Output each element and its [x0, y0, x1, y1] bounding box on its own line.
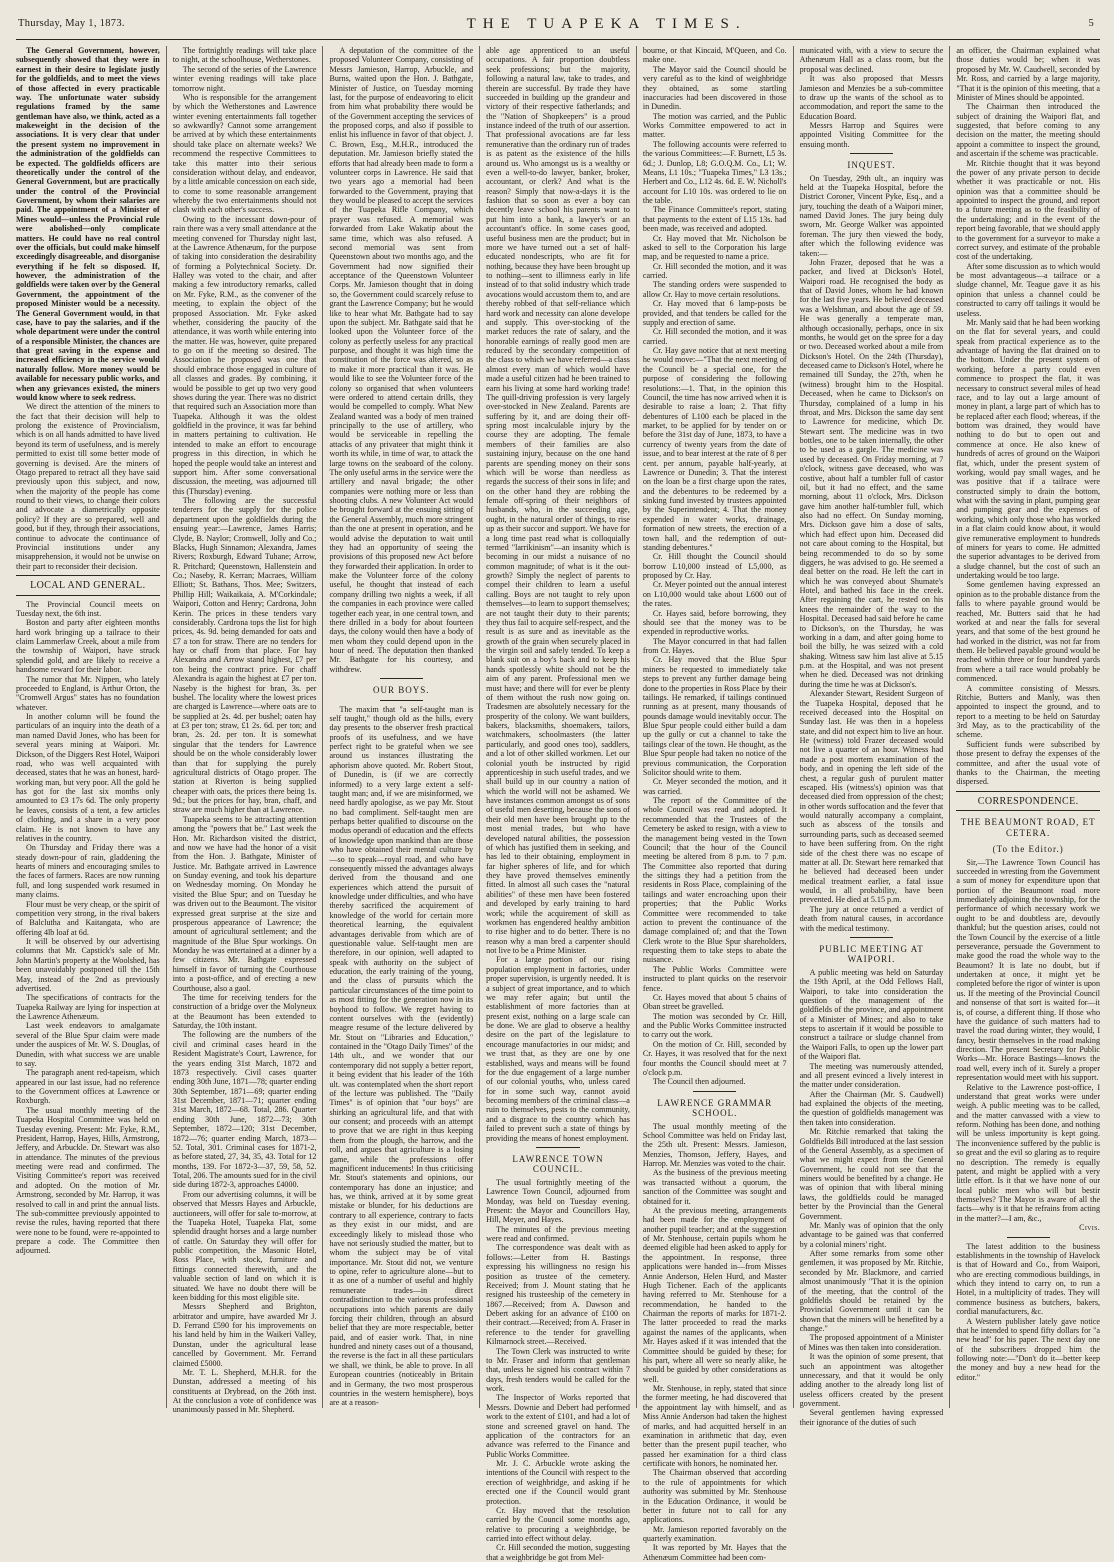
school-paragraph: It was also proposed that Messrs Jamieson and Menzies be a sub-committee to draw up the wants of the school as to accommodation, and report the same to the Education Board.: [799, 74, 944, 121]
section-heading-town-council: LAWRENCE TOWN COUNCIL.: [512, 1153, 604, 1175]
article-paragraph: The maxim that "a self-taught man is self taught," though old as the hills, every day presents to the observer fresh practical proofs of its usefulness, and we have perfect right to be grateful when we see around us instances illustrating the aphorism above quoted. Mr. Robert Stout, of Dunedin, is (if we are correctly informed) to a very large extent a self-taught man; and, if we are misinformed, we need hardly apologise, as we pay Mr. Stout no bad compliment. Self-taught men are perhaps better qualified to discourse on the modus operandi of education and the effects of knowledge upon mankind than are those who have obtained their mental culture by—so to speak—royal road, and who have consequently missed the advantages always derived from the thousand and one experiences which attend the pursuit of knowledge under difficulties, and who have thereby sacrificed the acquirement of knowledge of the world for certain more theoretical learning, the equivalent advantages derivable from which are of questionable value. Self-taught men are therefore, in our opinion, well adapted to speak with authority on the subject of education, the early training of the young, and the class of pursuits which the particular circumstances of the time point to as most fitting for the generation now in its boyhood to follow. We regret having to content ourselves with the (evidently) meagre resume of the lecture delivered by Mr. Stout on "Libraries and Education," contained in the "Otago Daily Times" of the 14th ult., and we wonder that our contemporary did not supply a better report, it being evident that his leader of the 16th ult. was contemplated when the short report of the lecture was published. The "Daily Times" is of opinion that "our boys" are shirking an agricultural life, and that with our consent; and proceeds with an attempt to prove that we are right in thus keeping them from the plough, the harrow, and the roll, and argues that agriculture is a losing game, while the professions offer magnificent inducements! In thus criticising Mr. Stout's statements and opinions, our contemporary has done an injustice; and has, we think, arrived at it by some great mistake or blunder, for his deductions are contrary to all experience, contrary to facts as they exist in our midst, and are exceedingly likely to mislead those who have not seriously studied the matter, but to whom the subject may be of vital importance. Mr. Stout did not, we venture to opine, refer to agriculture alone—but to it as one of a number of useful and highly remunerate trades—in direct contradistinction to the various professional occupations into which parents are daily forcing their children, through an absurd belief that they are more respectable, better paid, and of easier work. That, in nine hundred and ninety cases out of a thousand, the reverse is the fact in all these particulars we shall, we think, be able to prove. In all European countries (noticeably in Britain and in Germany, the two most prosperous countries in the western hemisphere), boys are at a reason-: [329, 704, 474, 1408]
meeting-paragraph: A public meeting was held on Saturday the 19th April, at the Odd Fellows Hall, Waipori, to take into consideration the question of the management of the goldfields of the province, and appointment of a Minister of Mines; and also to take steps to ascertain if it would be possible to construct a tailrace or sludge channel from the Waipori Falls, to open up the lower part of the Waipori flat.: [799, 967, 944, 1062]
council-paragraph: The following accounts were referred to the various Committees:—F. Burnett, L5 3s. 6d.; J. Dunlop, L8; G.O.Q.M. Co., L1; W. Means, L1 10s.; "Tuapeka Times," L3 13s.; Herbert and Co., L12 4s. 6d. E. W. Nicholl's account for L10 10s. was ordered to lie on the table.: [642, 139, 787, 205]
meeting-paragraph: It was the opinion of some present, that such an appointment was altogether unnecessary, and that it would be only adding another to the already long list of useless officers created by the present government.: [799, 1352, 944, 1409]
meeting-paragraph: Some gentlemen having expressed an opinion as to the probable distance from the falls to where payable ground would be reached, Mr. Butters said that he had worked at and near the falls for several years, and that some of the best ground he had worked in the district, was not far from them. He believed payable ground would be reached within three or four hundred yards from where a tail race would probably be commenced.: [956, 580, 1101, 684]
meeting-paragraph: After some discussion as to which would be most advantageous—a tailrace or a sludge channel, Mr. Teague gave it as his opinion that unless a channel could be constructed to carry off tailings it would be useless.: [956, 261, 1101, 318]
column-6: [793, 46, 950, 1427]
divider: [536, 1147, 579, 1148]
council-paragraph: The Council then adjourned.: [652, 1077, 746, 1087]
meeting-paragraph: Mr. Manly said that he had been working on the flat for several years, and could speak from practical experience as to the advantage of having the flat drained on to the bottom. Under the present system of working, before a party could even commence to prospect the flat, it was necessary to construct several miles of head race, and to lay out a large amount of money in plant, a large part of which has to be replaced after each flood; whereas, if the bottom was drained, they would have nothing to do but to open out and commence at once. He also knew of hundreds of acres of ground on the Waipori flat, which, under the present system of working, would pay small wages, and he was positive that if a tailrace were constructed simply to drain the bottom, what with the saving in plant, pumping gear and pumping gear and the expenses of working, which only those who has worked in a flat claim could know about, it would give remunerative employment to hundreds of miners for years to come. He admitted the superior advantages to be derived from a sludge channel, but the cost of such an undertaking would be too large.: [956, 317, 1101, 580]
school-paragraph: As the business of the previous meeting was transacted without a quorum, the sanction of the Committee was sought and obtained for it.: [642, 1168, 787, 1206]
council-paragraph: Cr. Meyer pointed out the annual interest on L10,000 would take about L600 out of the rates.: [642, 580, 787, 609]
local-item: In another column will be found the particulars of an inquiry into the death of a man named David Jones, who has been for several years mining at Waipori. Mr. Dickson, of the Diggers Rest Hotel, Waipori road, who was well acquainted with deceased, states that he was an honest, hard-working man, but very poor. All the gold he has got for the last six months only amounted to £3 17s 6d. The only property he leaves, consists of a tent, a few articles of clothing, and a share in a very poor claim. He is not known to have any relatives in the country.: [16, 712, 160, 843]
meeting-paragraph: Mr. Ritchie remarked that taking the Goldfields Bill introduced at the last session of the General Assembly, as a specimen of what we might expect from the General Government, he could not see that the miners would be benefited by a change. He was of opinion that with liberal mining laws, the goldfields could be managed better by the Provincial than the General Government.: [799, 1127, 944, 1221]
council-paragraph: The standing orders were suspended to allow Cr. Hay to move certain resolutions.: [642, 280, 787, 299]
meeting-paragraph: Mr. Ritchie thought that it was beyond the power of any private person to decide whether it was practicable or not. His opinion was that a committee should be appointed to inspect the ground, and report to a future meeting as to the feasibility of the undertaking; and in the event of the report being favorable, that we should apply to the government for a surveyor to make a correct survey, and estimate of the probable cost of the undertaking.: [956, 158, 1101, 262]
school-paragraph: It was reported by Mr. Hayes that the Athenæum Committee had been com-: [642, 1543, 787, 1562]
meeting-paragraph: After the Chairman (Mr. S. Caudwell) had explained the objects of the meeting, the question of goldfields management was then taken into consideration.: [799, 1089, 944, 1127]
council-paragraph: The correspondence was dealt with as follows:—Letter from H. Bastings expressing his willingness no resign his position as trustee of the cemetery. Received; from J. Mount stating that he resigned his trusteeship of the cemetery in 1867.—Received; from A. Dawson and Debert asking for an advance of £100 on their contract.—Received; from A. Fraser in reference to the tender for gravelling Kilmarnock street.—Received.: [486, 1243, 630, 1347]
newspaper-title: THE TUAPEKA TIMES.: [466, 15, 747, 32]
inquest-paragraph: On Tuesday, 29th ult., an inquiry was held at the Tuapeka Hospital, before the District Coroner, Vincent Pyke, Esq., and a jury, touching the death of a Waipori miner, named David Jones. The jury being duly sworn, Mr. George Walker was appointed foreman. The jury then viewed the body, after which the following evidence was taken:—: [799, 173, 944, 258]
school-paragraph: The Chairman observed that according to the rule of appointments for which authority was submitted by Mr. Stenhouse in the Education Ordinance, it would be better in future not to call for any applications.: [642, 1468, 787, 1525]
meeting-paragraph: The meeting was numerously attended, and all present evinced a lively interest in the matter under consideration.: [799, 1061, 944, 1090]
council-paragraph: The motion was seconded by Cr. Hill, and the Public Works Committee instructed to carry out the work.: [642, 1011, 787, 1040]
council-paragraph: The report of the Committee of the whole Council was read and adopted. It recommended that the Trustees of the Cemetery be asked to resign, with a view to the management being vested in the Town Council; that the hour of the Council meeting be altered from 8 p.m. to 7 p.m. The Committee also reported that during the sittings they had a petition from the residents in Ross Place, complaining of the tailings and water encroaching upon their properties; that the Public Works Committee were recommended to take action to prevent the continuance of the damage complained of; and that the Town Clerk wrote to the Blue Spur shareholders, requesting them to take steps to abate the nuisance.: [642, 796, 787, 965]
article-paragraph: able age apprenticed to an useful occupations. A fair proportion doubtless seek professions; but the majority, following a natural law, take to trades, and therein are successful. By trade they have succeeded in building up the grandeur and victory of their respective fatherlands; and the "Nation of Shopkeepers" is a proud instance indeed of the truth of our assertion. That professional avocations are far less remunerative than the ordinary run of trades is as patent as the existence of the hills around us. Who amongst us is a wealthy or even a well-to-do lawyer, banker, broker, accountant, or clerk? And what is the reason? Simply that now-a-days it is the fashion that so soon as ever a boy can decently leave school his parents want to put him into a bank, a lawyer's or an accountant's office. In some cases good, useful business men are the product; but in more we have turned out a set of half-educated nondescripts, who are fit for nothing, because they have been brought up to nothing—sent to illimness early in life instead of to that solid industry which trade avocations would accustom them to, and are thereby robbed of that self-reliance which hard work and necessity can alone develope and supply. This over-stocking of the market reduces the rate of salary, and the honorable earnings of really good men are reduced by the secondary competition of the class to which we have referred—a class almost every man of which would have made a useful citizen had he been trained to earn his living at some hard working trade! The quill-driving profession is very largely over-stocked in New Zealand. Parents are suffering by it, and are doing their off-spring most incalculable injury by the course they are adopting. The female members of their families are also sustaining injury, because on the one hand parents are spending money on their sons which will be worse than needless as regards the success of their sons in life; and on the other hand they are robbing the female off-spring of their neighbors of husbands, who, in the succeeding age, ought, in the natural order of things, to rise up as their succor and support. We have for a long time past read what is colloquially termed "larrikinism"—an insanity which is becoming in our midst a nuisance of no common magnitude; of what is it the out-growth? Simply the neglect of parents to compel their children to learn a useful calling. Boys are not taught to rely upon themselves—to learn to support themselves; are not taught their duty to their parents; they thus fail to acquire self-respect, and the result is as sure and as inevitable as the growth of the grain when securely placed in the virgin soil and safely tended. To keep a blank suit on a boy's back and to keep his hands spotlessly white should not be the aim of any parent. Professional men we must have; and there will for ever be plenty of them without the rush now going on. Tradesmen are absolutely necessary for the prosperity of the colony. We want builders, bakers, blacksmiths, shoemakers, tailors, watchmakers, schoolmasters (the latter particularly, and good ones too), saddlers, and a lot of other skilled workmen. Let our colonial youth be instructed by rigid apprenticeship in such useful trades, and we shall build up in our country a nation of which the world will not be ashamed. We have instances common amongst us of sons of useful men deserting, because the sons of their old men have been brought up to the most menial trades, but who have developed natural abilities, the possession of which has justified them in seeking, and has led to their obtaining, employment in far higher spheres of life, and for which they have proved themselves eminently fitted. In almost all such cases the "natural abilities" of these men have been fostered and developed by early training to hard work; while the acquirement of skill as workmen has engendered healthy ambition to rise higher and to do better. There is no reason why a man bred a carpenter should not live to be a Prime Minister.: [486, 46, 630, 955]
section-heading-grammar-school: LAWRENCE GRAMMAR SCHOOL.: [657, 1097, 773, 1119]
column-7: [949, 46, 1100, 1408]
school-paragraph: Mr. Jamieson reported favorably on the quarterly examination.: [642, 1524, 787, 1543]
council-paragraph: Cr. Hayes moved that about 5 chains of Oban street be gravelled.: [642, 992, 787, 1012]
divider: [380, 678, 423, 679]
council-paragraph: The usual fortnightly meeting of the Lawrence Town Council, adjourned from Monday, was held on Tuesday evening. Present: the Mayor and Councillors Hay, Hill, Meyer, and Hayes.: [486, 1177, 630, 1225]
school-paragraph: Mr. Stenhouse, in reply, stated that since the former meeting, he had discovered that the appointment lay with himself, and as Miss Annie Anderson had taken the highest of marks, and had acquitted herself in an examination in arithmetic that day, even better than the present pupil teacher, who passed her examination for a third class certificate with honors, he nominated her.: [642, 1384, 787, 1468]
meeting-paragraph: Several gentlemen having expressed their ignorance of the duties of such: [799, 1408, 944, 1427]
council-paragraph: Cr. Hill seconded the motion, and it was carried.: [642, 327, 787, 346]
local-item: The paragraph anent red-tapeism, which appeared in our last issue, had no reference to the Government offices at Lawrence or Roxburgh.: [16, 1068, 160, 1106]
meeting-paragraph: The proposed appointment of a Minister of Mines was then taken into consideration.: [799, 1333, 944, 1352]
council-paragraph: The Public Works Committee were instructed to plant quicks on the reservoir fence.: [642, 964, 787, 993]
local-item: The Provincial Council meets on Tuesday next, the 6th inst.: [16, 599, 160, 618]
local-item: The fortnightly readings will take place to night, at the schoolhouse, Wetherstones.: [172, 46, 317, 65]
meeting-paragraph: After some remarks from some other gentlemen, it was proposed by Mr. Ritchie, seconded by Mr. Blackmore, and carried almost unanimously "That it is the opinion of the meeting, that the control of the goldfields should be retained by the Provincial Government until it can be shown that the miners will be benefited by a change.": [799, 1249, 944, 1334]
section-heading-our-boys: OUR BOYS.: [373, 685, 430, 696]
closing-item: The latest addition to the business establishments in the township of Havelock is that of Howard and Co., from Waipori, who are erecting commodious buildings, in which they intend to carry on, to run a Hotel, in a multiplicity of trades. They will commence business as butchers, bakers, cordial manufacturers, &c.: [956, 1241, 1101, 1317]
article-paragraph: For a large portion of our rising population employment in factories, under proper supervision, is urgently needed. It is a subject of great importance, and to which we may refer again; but until the establishment of more factories than at present exist, nothing on a large scale can be done. We are glad to observe a healthy desire on the part of the legislature to encourage manufactories in our midst; and we trust that, as they are one by one established, ways and means will be found for the due engagement of a large number of our colonial youths, who, unless cared for in some such way, cannot avoid becoming members of the criminal class—a ruin to themselves, pests to the community, and a disgrace to the country which has failed to prevent such a state of things by providing the means of honest employment.: [486, 955, 630, 1143]
deputation-report: A deputation of the committee of the proposed Volunteer Company, consisting of Messrs Jamieson, Harrop, Arbuckle, and Burns, waited upon the Hon. J. Bathgate, Minister of Justice, on Tuesday morning last, for the purpose of endeavoring to elicit from him what probability there would be of the Government accepting the services of the proposed corps, and also if possible to enlist his influence in favor of that object. J. C. Brown, Esq., M.H.R., introduced the deputation. Mr. Jamieson briefly stated the efforts that had already been made to form a volunteer corps in Lawrence. He said that two years ago a memorial had been forwarded to the Government, praying that they would be pleased to accept the services of the Tuapeka Rifle Company, which prayer was refused. A memorial was forwarded from Lake Wakatip about the same time, which was also refused. A second memorial was sent from Queenstown about two months ago, and the Government had now signified their acceptance of the Queenstown Volunteer Corps. Mr. Jamieson thought that in doing so, the Government could scarcely refuse to grant the Lawrence Company; but he would like to hear what Mr. Bathgate had to say upon the subject. Mr. Bathgate said that he looked upon the Volunteer force of the colony as perfectly useless for any practical purpose, and thought it was high time the constitution of the force was altered, so as to make it more practical than it was. He would like to see the Volunteer force of the colony so organised that when volunteers were ordered to attend certain drills, they would be compelled to comply. What New Zealand wanted was a body of men trained principally to the use of artillery, who would be serviceable in repelling the attacks of any privateer that might think it worth its while, in time of war, to attack the large towns on the seaboard of the colony. The only useful arms in the service were the artillery and naval brigade; the other companies were nothing more or less than shooting clubs. A new Volunteer Act would be brought forward at the ensuing sitting of the General Assembly, much more stringent than the one at present in operation, and he would advise the deputation to wait until they had an opportunity of seeing the provisions of this proposed new Act before they forwarded their application. In order to make the Volunteer force of the colony useful, he thought that instead of each company drilling two nights a week, if all the companies in each province were called together each year, in one central town, and there drilled in a body for about fourteen days, the colony would then have a body of men whom they could depend upon in the hour of need. The deputation then thanked Mr. Bathgate for his courtesy, and withdrew.: [329, 46, 474, 674]
local-item: The specifications of contracts for the Tuapeka Railway are lying for inspection at the Lawrence Athenæum.: [16, 993, 160, 1022]
local-item: Flour must be very cheap, or the spirit of competition very strong, in the rival bakers of Balclutha and Kaitangata, who are offering 4lb loaf at 6d.: [16, 899, 160, 937]
page-number: 5: [1088, 18, 1094, 30]
letter-paragraph: Relative to the Lawrence post-office, I understand that great works were under weigh. A public meeting was to be called, and the matter canvassed with a view to reform. Nothing has been done, and nothing will be unless importunity is kept going. The inconvenience suffered by the public is so great and the evil so glaring as to require no description. The remedy is equally patent, and might be applied with a very little effort. Is it that we have none of our local public men who will but bestir themselves? The Mayor is aware of all the facts—why is it that he refrains from acting in the matter?—I am, &c.,: [956, 1082, 1101, 1223]
meeting-paragraph: an officer, the Chairman explained what those duties would be; when it was proposed by Mr. W. Caudwell, seconded by Mr. Ross, and carried by a large majority, "That it is the opinion of this meeting, that a Minister of Mines should be appointed.: [956, 46, 1101, 102]
local-item: Last week endeavors to amalgamate several of the Blue Spur claim were made under the auspices of Mr. W. S. Douglas, of Dunedin, with what success we are unable to say.: [16, 1021, 160, 1068]
council-paragraph: The motion was carried, and the Public Works Committee empowered to act in matter.: [642, 111, 787, 140]
local-item: Messrs Shepherd and Brighton, arbitrator and umpire, have awarded Mr J. D. Ferrand £590 for his improvements on his land held by him in the Waikeri Valley, Dunstan, under the agricultural lease cancelled by Government. Mr. Ferrand claimed £5000.: [172, 1302, 317, 1368]
school-paragraph: The usual monthly meeting of the School Committee was held on Friday last, the 25th ult. Present: Messrs. Jamieson, Menzies, Thomson, Jeffery, Hayes, and Harrop. Mr. Menzies was voted to the chair.: [642, 1121, 787, 1168]
school-paragraph: Messrs Harrop and Squires were appointed Visiting Committee for the ensuing month.: [799, 121, 944, 149]
letter-signature: Civis.: [1079, 1223, 1101, 1233]
local-item: On Thursday and Friday there was a steady down-pour of rain, gladdening the hearts of miners and encouraging smiles to the faces of farmers. Races are now running full, and long suspended work resumed in many claims.: [16, 843, 160, 900]
editorial-paragraph: We direct the attention of the miners to the fact that their decision will help to prolong the existence of Provincialism, which is on all hands admitted to have lived beyond its term of usefulness, and is merely permitted to exist till some better mode of governing is devised. Are the miners of Otago prepared to retract all they have said previously upon this subject, and now, when the majority of the people has come round to their views, to change their colors and advocate a diametrically opposite policy? If they are so prepared, well and good, but if they, through their associations, continue to advocate the continuance of Provincial institutions under any misapprehension, it would not be unwise on their part to reconsider their decision.: [16, 402, 160, 571]
local-item: Tuapeka seems to be attracting attention among the "powers that be." Last week the Hon. Mr. Richardson visited the district, and now we have had the honor of a visit from the Hon. J. Bathgate, Minister of Justice. Mr. Bathgate arrived in Lawrence on Sunday evening, and took his departure on Wednesday morning. On Monday he visited the Blue Spur; and on Tuesday he was driven out to the Beaumont. The visitor expressed great surprise at the size and prosperous appearance of Lawrence; the amount of agricultural settlement; and the magnitude of the Blue Spur workings. On Monday he was entertained at a dinner by a few citizens. Mr. Bathgate expressed himself in favor of turning the Courthouse into a post-office, and of erecting a new Courthouse, also a gaol.: [172, 814, 317, 993]
council-paragraph: Cr. Hayes said, before borrowing, they should see that the money was to be expended in reproductive works.: [642, 608, 787, 637]
meeting-paragraph: The Chairman then introduced the subject of draining the Waipori flat, and suggested, that before coming to any decision on the matter, the meeting should appoint a committee to inspect the ground, and ascertain if the scheme was practicable.: [956, 102, 1101, 159]
council-paragraph: Mr. J. C. Arbuckle wrote asking the intentions of the Council with respect to the erection of weighbridge, and asking if he erected one if the Council would grant protection.: [486, 1459, 630, 1506]
section-heading-correspondence: CORRESPONDENCE.: [956, 791, 1100, 812]
columns: [16, 46, 1101, 1562]
editorial-paragraph: The General Government, however, subsequently showed that they were in earnest in their desire to legislate justly for the goldfields, and to meet the views of those affected in every practicable way. The unfortunate water subsidy regulations framed by the same gentleman have also, we think, acted as a makeweight in the decision of the associations. It is very clear that under the present system no improvement in the administration of the goldfields can be expected. The goldfields officers are theoretically under the control of the General Government, but are practically under the control of the Provincial Government, by whom their salaries are paid. The appointment of a Minister of Mines would—unless the Provincial rule were abolished—only complicate matters. He could have no real control over the officials, but could make himself exceedingly disagreeable, and disorganise everything if he felt so disposed. If, however, the administration of the goldfields were taken over by the General Government, the appointment of the proposed Minister would be a necessity. The General Government would, in that case, have to pay the salaries, and if the whole department were under the control of a responsible Minister, the chances are that great saving in the expense and increased efficiency in the service would naturally follow. More money would be available for necessary public works, and when any grievances existed, the miners would know where to seek redress.: [16, 46, 160, 402]
column-5: [636, 46, 793, 1562]
local-item: Boston and party after eighteen months hard work bringing up a tailrace to their claim Lammerlaw Creek, about a mile from the township of Waipori, have struck splendid gold, and are likely to receive a handsome reward for their labor.: [16, 618, 160, 675]
inquest-paragraph: Alexander Stewart, Resident Surgeon of the Tuapeka Hospital, deposed that he received deceased into the Hospital on Sunday last. He was then in a hopeless state, and did not expect him to live an hour. He (witness) told Frazer deceased would not live a quarter of an hour. Witness had made a post mortem examination of the body, and in opening the left side of the chest, a regular gush of purulent matter escaped. His (witness's) opinion was that deceased died from oppression of the chest; in other words suffocation and the fever that would naturally accompany a complaint, such as abscess of the tonsils and surrounding parts, such as deceased seemed to have been suffering from. On the right side of the chest there was no escape of matter at all. Dr. Stewart here remarked that he believed had deceased been under medical treatment earlier, a fatal issue would, in all probability, have been prevented. He died at 5.15 p.m.: [799, 689, 944, 905]
council-paragraph: Cr. Hill thought the Council should borrow L10,000 instead of L5,000, as proposed by Cr. Hay.: [642, 552, 787, 580]
local-item: From our advertising columns, it will be observed that Messrs Hayes and Arbuckle, auctioneers, will offer for sale to-morrow, at the Tuapeka Hotel, Tuapeka Flat, some splendid draught horses and a large number of cattle. On Saturday they will offer for public competition, the Masonic Hotel, Ross Place, with stock, furniture and fittings connected therewith, and the valuable section of land on which it is situated. We have no doubt there will be keen bidding for this most eligible site.: [172, 1189, 317, 1302]
council-paragraph: Cr. Hay moved that 6 lamp-posts be provided, and that tenders be called for the supply and erection of same.: [642, 299, 787, 327]
meeting-paragraph: Sufficient funds were subscribed by those present to defray the expenses of the committee, and after the usual vote of thanks to the Chairman, the meeting dispersed.: [956, 739, 1101, 787]
council-paragraph: bourne, or that Kincaid, M'Queen, and Co. make one.: [642, 46, 787, 65]
council-paragraph: Cr. Hay moved that the resolution carried by the Council some months ago, relative to procuring a weighbridge, be carried into effect without delay.: [486, 1505, 630, 1543]
section-heading-inquest: INQUEST.: [847, 160, 896, 171]
school-paragraph: At the previous meeting, arrangements had been made for the employment of another pupil teacher; and at the suggestion of Mr. Stenhouse, certain pupils whom he deemed eligible had been asked to apply for the appointment. In response, three applications were handed in—from Misses Annie Anderson, Helen Hurd, and Master Hugh Tichener. Each of the applicants having referred to Mr. Stenhouse for a recommendation, he handed to the Chairman the reports of marks for 1871-2. The latter proceeded to read the marks against the names of the applicants, when Mr. Hayes asked if it was intended that the Committee should be guided by these; for his part, where all were so nearly alike, he should be guided by other considerations as well.: [642, 1205, 787, 1384]
divider: [380, 700, 423, 701]
council-paragraph: The minutes of the previous meeting were read and confirmed.: [486, 1224, 630, 1243]
council-paragraph: Cr. Hill seconded the motion, and it was carried.: [642, 261, 787, 280]
closing-item: A Western publisher lately gave notice that he intended to spend fifty dollars for "a new head" for his paper. The next day one of the subscribers dropped him the following note:—"Don't do it—better keep the money and buy a new head for the editor.": [956, 1316, 1101, 1382]
council-paragraph: Cr. Hay moved that the Blue Spur miners be requested to immediately take steps to prevent any further damage being done to the properties in Ross Place by their tailings. He remarked, if tailings continued running as at present, many thousands of pounds damage would inevitably occur. The Blue Spur people could either build a dam up the gully or cut a channel to take the tailings clear of the town. He thought, as the Blue Spur people had taken no notice of the previous communication, the Corporation Solicitor should write to them.: [642, 655, 787, 777]
council-paragraph: Cr. Hay moved that Mr. Nicholson be asked to sell to the Corporation his large map, and be requested to name a price.: [642, 233, 787, 262]
meeting-paragraph: Mr. Manly was of opinion that the only advantage to be gained was that conferred by a colonial miners' right.: [799, 1220, 944, 1249]
council-paragraph: The Town Clerk was instructed to write to Mr. Fraser and inform that gentleman that, unless he signed his contract within 7 days, fresh tenders would be called for the work.: [486, 1346, 630, 1393]
inquest-paragraph: John Frazer, deposed that he was a packer, and lived at Dickson's Hotel, Waipori road. He recognised the body as that of David Jones, whom he had known for the last five years. He believed deceased was a Welshman, and about the age of 59. He was generally a temperate man, although occasionally, perhaps, once in six months, he would get on the spree for a day or two. Deceased worked about a mile from Dickson's Hotel. On the 24th (Thursday), deceased came to Dickson's Hotel, where he remained till Sunday, the 27th, when he (witness) brought him to the Hospital. Deceased, when he came to Dickson's on Thursday, complained of a lump in his throat, and Mrs. Dickson the same day sent to Lawrence for medicine, which Dr. Stewart sent. The medicine was in two bottles, one to be taken internally, the other to be used as a gargle. The medicine was used by deceased. On Friday morning, at 7 o'clock, witness gave deceased, who was costive, about half a tumbler full of castor oil, but it had no effect, and the same morning, about 11 o'clock, Mrs. Dickson gave him another half-tumbler full, which also had no effect. On Sunday morning, Mrs. Dickson gave him a dose of salts, which had effect upon him. Deceased did not care about coming to the Hospital, but being recommended to do so by some diggers, he was advised to go. He seemed a deal better on the road. He left the cart in which he was conveyed about Shumate's Hotel, and bathed his face in the creek. After regaining the cart, he rested on his knees the remainder of the way to the Hospital. Deceased had said before he came to Dickson's, on the Thursday, he was working in a dam, and after going home to boil the billy, he was seized with a cold shaking. Witness saw him last alive at 5.15 p.m. at the Hospital, and was not present when he died. Deceased was not drinking during the time he was at Dickson's.: [799, 257, 944, 689]
council-paragraph: The Mayor said the Council should be very careful as to the kind of weighbridge they obtained, as some startling inaccuracies had been discovered in those in Dunedin.: [642, 64, 787, 112]
school-paragraph: municated with, with a view to secure the Athenæum Hall as a class room, but the proposal was declined.: [799, 46, 944, 74]
letter-title: THE BEAUMONT ROAD, ET CETERA.: [960, 817, 1096, 838]
council-paragraph: The Inspector of Works reported that Messrs. Downie and Debert had performed work to the extent of £101, and had a lot of stone and screened gravel on hand. The application of the contractors for an advance was referred to the Finance and Public Works Committee.: [486, 1393, 630, 1459]
local-item: The following are the successful tenderers for the supply for the police department upon the goldfields during the ensuing year:—Lawrence, James Harris; Clyde, B. Naylor; Cromwell, Jolly and Co.; Blacks, Hugh Sinnamon; Alexandra, James Rivers; Roxburgh, Edward Tuhane; Arrow, R. Pritchard; Queenstown, Hallenstein and Co.; Naseby, R. Kerran; Macraes, William Elliott; St. Bathans, Thos. Mee; Switzers, Phillip Hill; Waikaikaia, A. M'Corkindale; Waipori, Cotton and Henry; Cardrona, John Kerin. The prices in these tenders vary considerably. Cardrona tops the list for high prices, 4s. 9d. being demanded for oats and £7 a ton for straw. There are no tenders for hay or chaff from that place. For hay Alexandra and Arrow stand highest, £7 per ton being the contract price. For chaff Alexandra is again the highest at £7 per ton. Naseby is the highest for bran, 3s. per bushel. The locality where the lowest prices are charged is Lawrence—where oats are to be supplied at 2s. 4d. per bushel; oaten hay at £3 per ton; straw, £1 2s. 6d. per ton; and bran, 2s. 2d. per ton. It is somewhat singular that the tenders for Lawrence should be on the whole considerably lower than that for supplying the purely agricultural districts of Otago proper. The station at Riverton is being supplied cheaper with oats, the prices there being 1s. 9d.; but the prices for hay, bran, chaff, and straw are much higher than at Lawrence.: [172, 496, 317, 815]
section-heading-local-general: LOCAL AND GENERAL.: [16, 575, 160, 596]
section-heading-waipori-meeting: PUBLIC MEETING AT WAIPORI.: [819, 943, 924, 965]
council-paragraph: Cr. Meyer seconded the motion, and it was carried.: [642, 777, 787, 796]
column-1: [16, 46, 166, 1408]
divider: [850, 937, 893, 938]
masthead: [16, 10, 1100, 40]
council-paragraph: On the motion of Cr. Hill, seconded by Cr. Hayes, it was resolved that for the next four months the Council should meet at 7 o'clock p.m.: [642, 1039, 787, 1077]
local-item: It will be observed by our advertising columns that Mr. Capstick's sale of Mr. John Martin's property at the Woolshed, has been unavoidably postponed till the 15th May, instead of the 2nd as previously advertised.: [16, 937, 160, 993]
letter-addressee: (To the Editor.): [992, 844, 1064, 855]
council-paragraph: The Mayor concurred in that had fallen from Cr. Hayes.: [642, 636, 787, 655]
local-item: The time for receiving tenders for the construction of a bridge over the Molyneux at the Beaumont has been extended to Saturday, the 10th instant.: [172, 992, 317, 1030]
divider: [693, 1091, 736, 1092]
local-item: Who is responsible for the arrangement by which the Wetherstones and Lawrence winter evening entertainments fall together so awkwardly? Cannot some arrangement be arrived at by which these entertainments should take place on alternate weeks? We recommend the respective Committees to take this matter into their serious consideration without delay, and endeavor, by a little amicable concession on each side, to come to some reasonable arrangement whereby the two entertainments should not clash with each other's success.: [172, 92, 317, 215]
council-paragraph: The Finance Committee's report, stating that payments to the extent of L15 13s. had been made, was received and adopted.: [642, 205, 787, 234]
divider: [1007, 1237, 1050, 1238]
local-item: The second of the series of the Lawrence winter evening readings will take place tomorrow night.: [172, 64, 317, 93]
council-paragraph: Cr. Hill seconded the motion, suggesting that a weighbridge be got from Mel-: [486, 1543, 630, 1562]
local-item: The usual monthly meeting of the Tuapeka Hospital Committee was held on Tuesday evening. Present: Mr. Fyke, R.M., President, Harrop, Hayes, Hills, Armstrong, Jeffery, and Arbuckle. Dr. Stewart was also in attendance. The minutes of the previous meeting were read and confirmed. The Visiting Committee's report was received and adopted. On the motion of Mr. Armstrong, seconded by Mr. Harrop, it was resolved to call in and print the annual lists. The sub-committee previously appointed to revise the rules, having reported that there were none to be found, were re-appointed to prepare a code. The Committee then adjourned.: [16, 1105, 160, 1256]
local-item: The rumor that Mr. Nippen, who lately proceeded to England, is Arthur Orton, the "Cromwell Argus" states has no foundation whatever.: [16, 674, 160, 712]
issue-date: Thursday, May 1, 1873.: [18, 18, 125, 30]
column-3: [322, 46, 479, 1408]
letter-paragraph: Sir,—The Lawrence Town Council has succeeded in wresting from the Government a sum of money for expenditure upon that portion of the Beaumont road more immediately adjoining the township, for the performance of which necessary work we ought to be and doubtless are, devoutly thankful; but the question arises, could not the Town Council by the exercise of a little perseverance, persuade the Government to make good the road the whole way to the Beaumont? It is late no doubt, but if undertaken at once, it might yet be completed before the rigor of winter is upon us. If the meeting of the Provincial Council and nonsense of that sort is waited for—it is, of course, a different thing. If those who have the guidance of such matters had to travel the road during winter, they would, I fancy, bestir themselves in the road making direction. The present Secretary for Public Works—Mr. Horace Bastings—knows the road well, every inch of it. Surely a proper representation would meet with his support.: [956, 857, 1101, 1083]
column-2: [166, 46, 323, 1415]
council-paragraph: Cr. Hay gave notice that at next meeting he would move:—"That the next meeting of the Council be a special one, for the purpose of considering the following resolutions:—1. That, in the opinion this Council, the time has now arrived when it is desirable to raise a loan; 2. That fifty debentures of L100 each be placed in the market, to be applied for by tender on or before the 31st day of June, 1873, to have a currency of twenty years from the date of issue, and to bear interest at the rate of 8 per cent. per annum, payable half-yearly, at Lawrence or Dunedin; 3. That the interest on the loan be a first charge upon the rates, and the debentures to be redeemed by a sinking fund invested by trustees appointed by the Superintendent; 4. That the money expended in water works, drainage, formation of new streets, the erection of a town hall, and the redemption of out-standing debentures.": [642, 346, 787, 552]
local-item: Owing to the incessant down-pour of rain there was a very small attendance at the meeting convened for Thursday night last, at the Lawrence Athenæum, for the purpose of taking into consideration the desirability of forming a Polytechnical Society. Dr. Halley was voted to the chair, and after making a few introductory remarks, called on Mr. Fyke, R.M., as the convener of the meeting, to explain the object of the proposed Association. Mr. Fyke asked whether, considering the paucity of the attendance, it was worth while entering into the matter. He was, however, quite prepared to go on if the meeting so desired. The Association he proposed was one that should embrace those engaged in culture of all classes and grades. By combining, it would be possible to get up two very good shows during the year. There was no district that required such an Association more than Tuapeka. Although it was the oldest goldfield in the province, it was far behind in matters pertaining to cultivation. He intended to make an effort to encourage progress in this direction, in which he hoped the people would take an interest and support him. After some conversational discussion, the meeting, was adjourned till this (Thursday) evening.: [172, 214, 317, 496]
local-item: The following are the numbers of the civil and criminal cases heard in the Resident Magistrate's Court, Lawrence, for the years ending 31st March, 1872 and 1873 respectively. Civil cases quarter ending 30th June, 1871—78; quarter ending 30th September, 1871—69; quarter ending 31st December, 1871—71; quarter ending 31st March, 1872—68. Total, 286. Quarter ending 30th June, 1872—73; 30th September, 1872—120; 31st December, 1872—76; quarter ending March, 1873—52. Total, 301. Criminal cases for 1871-2, as before stated, 27, 34, 35, 43. Total for 12 months, 139. For 1872-3—37, 59, 58, 52. Total, 206. The amounts sued for in the civil side during 1872-3, approaches £4000.: [172, 1030, 317, 1190]
local-item: Mr. T. L. Shepherd, M.H.R. for the Dunstan, addressed a meeting of his constituents at Drybread, on the 26th inst. At the conclusion a vote of confidence was unanimously passed in Mr. Shepherd.: [172, 1367, 317, 1415]
inquest-paragraph: The jury at once returned a verdict of death from natural causes, in accordance with the medical testimony.: [799, 904, 944, 933]
column-4: [479, 46, 636, 1562]
divider: [850, 153, 893, 154]
meeting-paragraph: A committee consisting of Messrs. Ritchie, Butters and Manly, was then appointed to inspect the ground, and to report to a meeting to be held on Saturday 3rd May, as to the practicability of the scheme.: [956, 683, 1101, 740]
